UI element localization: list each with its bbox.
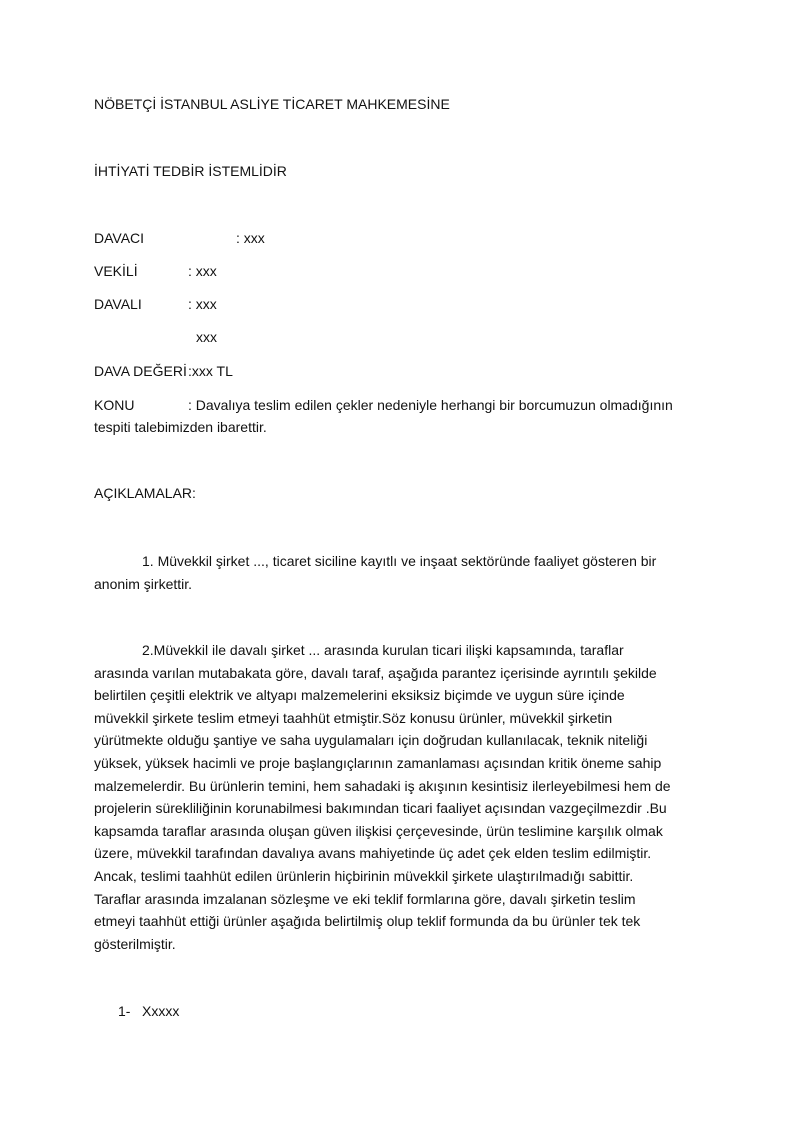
explanations-title: AÇIKLAMALAR: [94, 485, 196, 501]
paragraph-1 [94, 550, 704, 595]
paragraph-2-line: yüksek, yüksek hacimli ve proje başlangıçlarının zamanlaması açısından kritik öneme sahip [94, 754, 662, 771]
subject-text-line1: : Davalıya teslim edilen çekler nedeniyle herhangi bir borcumuzun olmadığının [188, 397, 673, 413]
paragraph-1-line: 1. Müvekkil şirket ..., ticaret siciline kayıtlı ve inşaat sektöründe faaliyet gösteren bir [142, 553, 657, 569]
defendant-value: : xxx [188, 296, 217, 312]
paragraph-2 [94, 639, 704, 955]
attorney-value: : xxx [188, 263, 217, 279]
paragraph-2-line: projelerin sürekliliğinin korunabilmesi bakımından ticari faaliyet açısından vazgeçilmezdir .Bu [94, 800, 667, 817]
case-value-value: :xxx TL [188, 363, 233, 379]
court-heading: NÖBETÇİ İSTANBUL ASLİYE TİCARET MAHKEMESİNE [94, 96, 450, 112]
paragraph-2-line: gösterilmiştir. [94, 935, 176, 952]
paragraph-2-line: arasında varılan mutabakata göre, davalı taraf, aşağıda parantez içerisinde ayrıntılı şekilde [94, 664, 657, 681]
paragraph-2-line: malzemelerdir. Bu ürünlerin temini, hem sahadaki iş akışının kesintisiz ilerleyebilmesi hem de [94, 777, 671, 794]
paragraph-2-line: Taraflar arasında imzalanan sözleşme ve eki teklif formlarına göre, davalı şirketin teslim [94, 890, 636, 907]
paragraph-1-line: anonim şirkettir. [94, 575, 193, 592]
defendant-row [94, 295, 217, 313]
list-item-text: Xxxxx [142, 1003, 180, 1019]
paragraph-2-line: üzere, müvekkil tarafından davalıya avans mahiyetinde üç adet çek elden teslim edilmiştir. [94, 845, 652, 862]
paragraph-2-line: kapsamda taraflar arasında oluşan güven ilişkisi çerçevesinde, ürün teslimine karşılık olmak [94, 822, 663, 839]
request-heading: İHTİYATİ TEDBİR İSTEMLİDİR [94, 163, 287, 179]
attorney-row [94, 262, 217, 280]
subject-row [94, 396, 673, 414]
case-value-row [94, 362, 233, 380]
case-value-label: DAVA DEĞERİ [94, 363, 187, 379]
defendant-label: DAVALI [94, 296, 142, 312]
paragraph-2-line: etmeyi taahhüt ettiği ürünler aşağıda belirtilmiş olup teklif formunda da bu ürünler tek tek [94, 913, 641, 930]
plaintiff-row [94, 229, 265, 247]
paragraph-2-line: müvekkil şirkete teslim etmeyi taahhüt etmiştir.Söz konusu ürünler, müvekkil şirketin [94, 709, 613, 726]
paragraph-2-line: Ancak, teslimi taahhüt edilen ürünlerin hiçbirinin müvekkil şirkete ulaştırılmadığı sabittir. [94, 867, 634, 884]
subject-text-line2: tespiti talebimizden ibarettir. [94, 419, 267, 435]
list-item-number: 1- [118, 1003, 131, 1019]
subject-label: KONU [94, 397, 135, 413]
paragraph-2-line: belirtilen çeşitli elektrik ve altyapı malzemelerini eksiksiz biçimde ve uygun süre içinde [94, 687, 625, 704]
paragraph-2-line: yürütmekte olduğu şantiye ve saha uygulamaları için doğrudan kullanılacak, teknik niteliği [94, 732, 648, 749]
paragraph-2-line: 2.Müvekkil ile davalı şirket ... arasında kurulan ticari ilişki kapsamında, taraflar [142, 642, 624, 658]
plaintiff-value: : xxx [236, 230, 265, 246]
defendant-value-second: xxx [196, 329, 217, 345]
attorney-label: VEKİLİ [94, 263, 138, 279]
plaintiff-label: DAVACI [94, 230, 145, 246]
list-item [118, 1002, 180, 1020]
